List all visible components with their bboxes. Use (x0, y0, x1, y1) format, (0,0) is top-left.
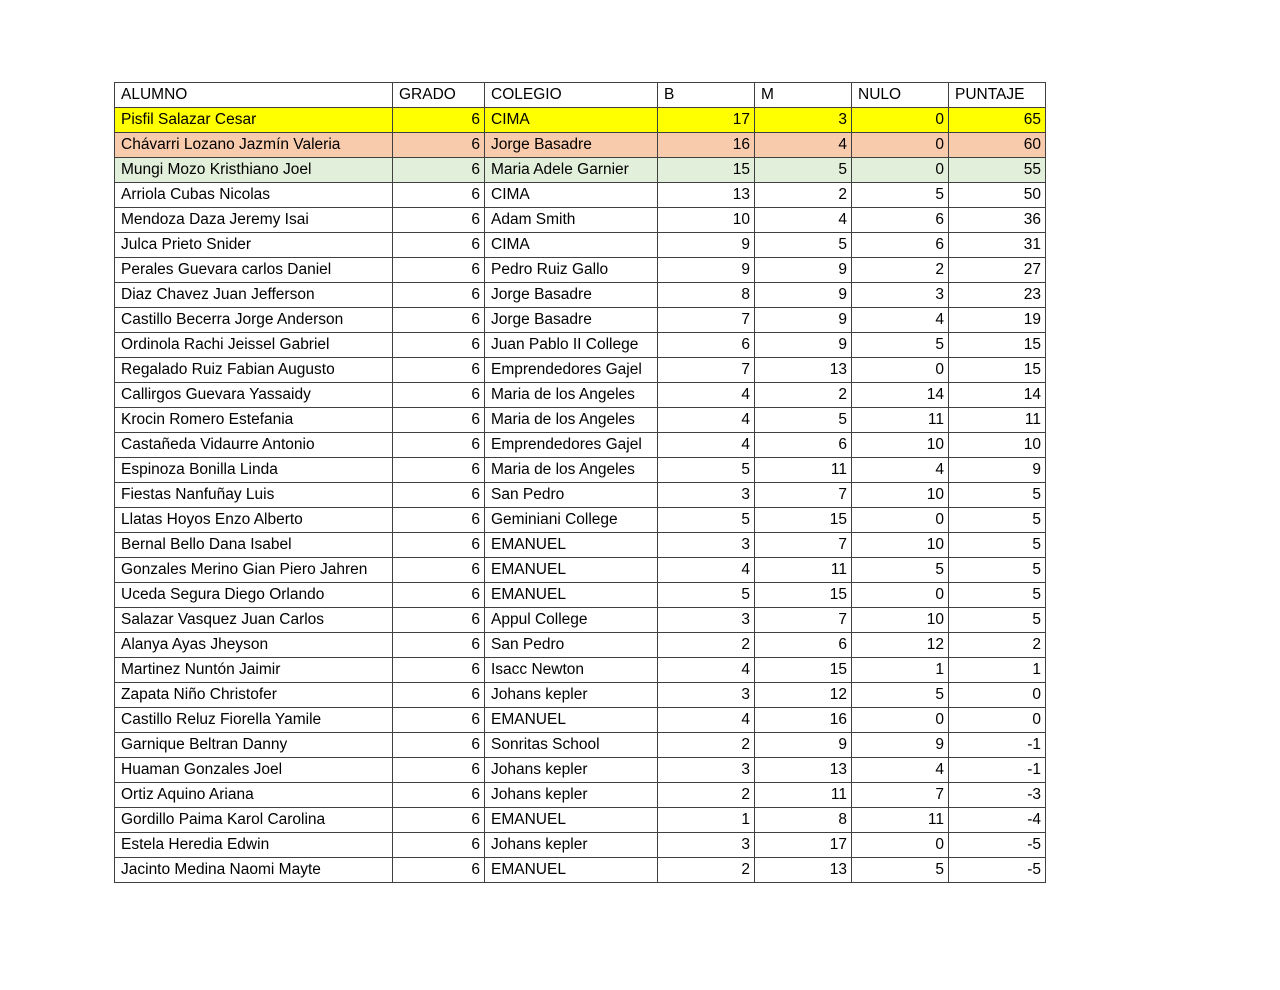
cell-grado: 6 (393, 758, 485, 783)
cell-colegio: EMANUEL (485, 858, 658, 883)
cell-colegio: Johans kepler (485, 833, 658, 858)
cell-nulo: 0 (852, 158, 949, 183)
cell-alumno: Arriola Cubas Nicolas (115, 183, 393, 208)
cell-grado: 6 (393, 733, 485, 758)
cell-alumno: Salazar Vasquez Juan Carlos (115, 608, 393, 633)
cell-nulo: 11 (852, 808, 949, 833)
cell-nulo: 9 (852, 733, 949, 758)
cell-b: 1 (658, 808, 755, 833)
cell-m: 5 (755, 408, 852, 433)
cell-m: 11 (755, 783, 852, 808)
cell-alumno: Perales Guevara carlos Daniel (115, 258, 393, 283)
cell-colegio: Maria de los Angeles (485, 458, 658, 483)
cell-alumno: Zapata Niño Christofer (115, 683, 393, 708)
cell-puntaje: 5 (949, 608, 1046, 633)
cell-b: 3 (658, 833, 755, 858)
cell-grado: 6 (393, 783, 485, 808)
cell-alumno: Bernal Bello Dana Isabel (115, 533, 393, 558)
cell-m: 15 (755, 583, 852, 608)
cell-b: 2 (658, 858, 755, 883)
cell-b: 6 (658, 333, 755, 358)
cell-grado: 6 (393, 683, 485, 708)
cell-m: 9 (755, 258, 852, 283)
cell-colegio: Sonritas School (485, 733, 658, 758)
cell-puntaje: 55 (949, 158, 1046, 183)
cell-b: 3 (658, 533, 755, 558)
table-row (115, 808, 1046, 833)
cell-nulo: 7 (852, 783, 949, 808)
cell-alumno: Castañeda Vidaurre Antonio (115, 433, 393, 458)
cell-puntaje: 60 (949, 133, 1046, 158)
table-row (115, 208, 1046, 233)
cell-puntaje: 36 (949, 208, 1046, 233)
cell-b: 4 (658, 658, 755, 683)
cell-colegio: CIMA (485, 108, 658, 133)
cell-b: 4 (658, 708, 755, 733)
table-row (115, 183, 1046, 208)
cell-alumno: Gordillo Paima Karol Carolina (115, 808, 393, 833)
cell-nulo: 10 (852, 533, 949, 558)
table-row (115, 258, 1046, 283)
cell-colegio: Appul College (485, 608, 658, 633)
cell-grado: 6 (393, 833, 485, 858)
cell-nulo: 5 (852, 558, 949, 583)
cell-grado: 6 (393, 433, 485, 458)
cell-m: 17 (755, 833, 852, 858)
cell-puntaje: 1 (949, 658, 1046, 683)
cell-grado: 6 (393, 858, 485, 883)
cell-nulo: 4 (852, 458, 949, 483)
cell-grado: 6 (393, 233, 485, 258)
table-row (115, 708, 1046, 733)
cell-puntaje: 2 (949, 633, 1046, 658)
cell-puntaje: 11 (949, 408, 1046, 433)
cell-grado: 6 (393, 133, 485, 158)
cell-m: 5 (755, 233, 852, 258)
cell-colegio: Maria de los Angeles (485, 383, 658, 408)
cell-b: 17 (658, 108, 755, 133)
table-row (115, 433, 1046, 458)
cell-puntaje: 50 (949, 183, 1046, 208)
cell-colegio: Geminiani College (485, 508, 658, 533)
cell-nulo: 6 (852, 233, 949, 258)
cell-puntaje: 9 (949, 458, 1046, 483)
cell-colegio: Johans kepler (485, 683, 658, 708)
cell-grado: 6 (393, 208, 485, 233)
cell-b: 8 (658, 283, 755, 308)
cell-b: 7 (658, 308, 755, 333)
cell-b: 2 (658, 783, 755, 808)
cell-alumno: Regalado Ruiz Fabian Augusto (115, 358, 393, 383)
cell-nulo: 5 (852, 333, 949, 358)
cell-nulo: 5 (852, 858, 949, 883)
table-row (115, 133, 1046, 158)
cell-m: 13 (755, 358, 852, 383)
cell-colegio: Jorge Basadre (485, 308, 658, 333)
cell-nulo: 10 (852, 608, 949, 633)
table-row (115, 383, 1046, 408)
cell-alumno: Fiestas Nanfuñay Luis (115, 483, 393, 508)
cell-m: 4 (755, 208, 852, 233)
cell-b: 10 (658, 208, 755, 233)
cell-grado: 6 (393, 308, 485, 333)
cell-colegio: Emprendedores Gajel (485, 433, 658, 458)
table-row (115, 333, 1046, 358)
cell-colegio: EMANUEL (485, 533, 658, 558)
table-row (115, 858, 1046, 883)
cell-nulo: 10 (852, 483, 949, 508)
cell-alumno: Ordinola Rachi Jeissel Gabriel (115, 333, 393, 358)
cell-b: 5 (658, 458, 755, 483)
cell-alumno: Estela Heredia Edwin (115, 833, 393, 858)
cell-nulo: 0 (852, 583, 949, 608)
column-header-alumno: ALUMNO (115, 83, 393, 108)
cell-puntaje: -4 (949, 808, 1046, 833)
cell-m: 6 (755, 433, 852, 458)
cell-grado: 6 (393, 108, 485, 133)
cell-alumno: Gonzales Merino Gian Piero Jahren (115, 558, 393, 583)
cell-m: 3 (755, 108, 852, 133)
cell-colegio: Juan Pablo II College (485, 333, 658, 358)
cell-colegio: Adam Smith (485, 208, 658, 233)
cell-puntaje: 14 (949, 383, 1046, 408)
cell-colegio: Maria Adele Garnier (485, 158, 658, 183)
cell-alumno: Huaman Gonzales Joel (115, 758, 393, 783)
cell-b: 9 (658, 258, 755, 283)
cell-colegio: Isacc Newton (485, 658, 658, 683)
cell-puntaje: 31 (949, 233, 1046, 258)
cell-alumno: Jacinto Medina Naomi Mayte (115, 858, 393, 883)
cell-grado: 6 (393, 333, 485, 358)
cell-b: 9 (658, 233, 755, 258)
table-row (115, 533, 1046, 558)
cell-puntaje: -5 (949, 858, 1046, 883)
cell-nulo: 12 (852, 633, 949, 658)
cell-colegio: San Pedro (485, 633, 658, 658)
table-row (115, 608, 1046, 633)
table-row (115, 733, 1046, 758)
cell-colegio: Johans kepler (485, 758, 658, 783)
cell-nulo: 0 (852, 133, 949, 158)
cell-b: 3 (658, 683, 755, 708)
cell-puntaje: 15 (949, 358, 1046, 383)
cell-puntaje: -1 (949, 758, 1046, 783)
cell-m: 9 (755, 283, 852, 308)
cell-puntaje: 10 (949, 433, 1046, 458)
cell-colegio: San Pedro (485, 483, 658, 508)
cell-m: 16 (755, 708, 852, 733)
cell-b: 4 (658, 408, 755, 433)
cell-grado: 6 (393, 583, 485, 608)
cell-puntaje: 0 (949, 683, 1046, 708)
cell-colegio: Maria de los Angeles (485, 408, 658, 433)
cell-alumno: Mendoza Daza Jeremy Isai (115, 208, 393, 233)
column-header-colegio: COLEGIO (485, 83, 658, 108)
column-header-nulo: NULO (852, 83, 949, 108)
cell-puntaje: -5 (949, 833, 1046, 858)
cell-nulo: 4 (852, 308, 949, 333)
cell-alumno: Alanya Ayas Jheyson (115, 633, 393, 658)
cell-puntaje: 27 (949, 258, 1046, 283)
cell-colegio: Pedro Ruiz Gallo (485, 258, 658, 283)
cell-nulo: 5 (852, 183, 949, 208)
cell-nulo: 0 (852, 833, 949, 858)
table-row (115, 683, 1046, 708)
cell-puntaje: 5 (949, 483, 1046, 508)
results-table (114, 82, 1046, 883)
cell-nulo: 14 (852, 383, 949, 408)
cell-nulo: 0 (852, 508, 949, 533)
cell-grado: 6 (393, 608, 485, 633)
cell-m: 15 (755, 508, 852, 533)
cell-b: 3 (658, 483, 755, 508)
table-row (115, 508, 1046, 533)
column-header-m: M (755, 83, 852, 108)
table-row (115, 108, 1046, 133)
cell-m: 9 (755, 308, 852, 333)
cell-grado: 6 (393, 408, 485, 433)
cell-puntaje: 15 (949, 333, 1046, 358)
cell-colegio: Jorge Basadre (485, 133, 658, 158)
cell-colegio: Jorge Basadre (485, 283, 658, 308)
cell-grado: 6 (393, 483, 485, 508)
cell-nulo: 2 (852, 258, 949, 283)
cell-grado: 6 (393, 533, 485, 558)
cell-m: 2 (755, 383, 852, 408)
cell-b: 5 (658, 583, 755, 608)
header-row (115, 83, 1046, 108)
cell-nulo: 4 (852, 758, 949, 783)
cell-colegio: Emprendedores Gajel (485, 358, 658, 383)
cell-b: 16 (658, 133, 755, 158)
table-row (115, 583, 1046, 608)
cell-m: 6 (755, 633, 852, 658)
cell-puntaje: 0 (949, 708, 1046, 733)
cell-grado: 6 (393, 383, 485, 408)
cell-colegio: CIMA (485, 233, 658, 258)
cell-b: 2 (658, 633, 755, 658)
cell-colegio: EMANUEL (485, 558, 658, 583)
cell-nulo: 11 (852, 408, 949, 433)
cell-alumno: Ortiz Aquino Ariana (115, 783, 393, 808)
cell-b: 3 (658, 758, 755, 783)
cell-nulo: 0 (852, 358, 949, 383)
cell-puntaje: -1 (949, 733, 1046, 758)
cell-alumno: Castillo Reluz Fiorella Yamile (115, 708, 393, 733)
cell-nulo: 10 (852, 433, 949, 458)
cell-alumno: Pisfil Salazar Cesar (115, 108, 393, 133)
cell-alumno: Uceda Segura Diego Orlando (115, 583, 393, 608)
cell-b: 4 (658, 558, 755, 583)
table-row (115, 633, 1046, 658)
cell-m: 15 (755, 658, 852, 683)
table-row (115, 408, 1046, 433)
cell-alumno: Espinoza Bonilla Linda (115, 458, 393, 483)
cell-puntaje: 5 (949, 583, 1046, 608)
cell-b: 15 (658, 158, 755, 183)
table-row (115, 358, 1046, 383)
cell-alumno: Diaz Chavez Juan Jefferson (115, 283, 393, 308)
cell-nulo: 3 (852, 283, 949, 308)
cell-alumno: Castillo Becerra Jorge Anderson (115, 308, 393, 333)
cell-nulo: 1 (852, 658, 949, 683)
table-row (115, 158, 1046, 183)
cell-colegio: EMANUEL (485, 583, 658, 608)
cell-m: 5 (755, 158, 852, 183)
cell-b: 13 (658, 183, 755, 208)
table-row (115, 758, 1046, 783)
cell-m: 9 (755, 733, 852, 758)
cell-m: 13 (755, 858, 852, 883)
cell-grado: 6 (393, 658, 485, 683)
table-row (115, 458, 1046, 483)
cell-alumno: Llatas Hoyos Enzo Alberto (115, 508, 393, 533)
table-row (115, 308, 1046, 333)
table-body (115, 108, 1046, 883)
table-row (115, 483, 1046, 508)
cell-alumno: Mungi Mozo Kristhiano Joel (115, 158, 393, 183)
cell-b: 4 (658, 383, 755, 408)
table-row (115, 283, 1046, 308)
cell-b: 3 (658, 608, 755, 633)
cell-grado: 6 (393, 358, 485, 383)
cell-m: 11 (755, 558, 852, 583)
cell-colegio: EMANUEL (485, 708, 658, 733)
cell-puntaje: 19 (949, 308, 1046, 333)
cell-alumno: Garnique Beltran Danny (115, 733, 393, 758)
cell-puntaje: 5 (949, 558, 1046, 583)
cell-m: 8 (755, 808, 852, 833)
cell-grado: 6 (393, 158, 485, 183)
cell-m: 11 (755, 458, 852, 483)
cell-nulo: 0 (852, 708, 949, 733)
cell-m: 7 (755, 533, 852, 558)
cell-alumno: Martinez Nuntón Jaimir (115, 658, 393, 683)
cell-nulo: 5 (852, 683, 949, 708)
table-row (115, 833, 1046, 858)
cell-b: 5 (658, 508, 755, 533)
cell-m: 9 (755, 333, 852, 358)
table-row (115, 658, 1046, 683)
cell-b: 7 (658, 358, 755, 383)
cell-alumno: Chávarri Lozano Jazmín Valeria (115, 133, 393, 158)
cell-puntaje: 65 (949, 108, 1046, 133)
cell-grado: 6 (393, 808, 485, 833)
cell-grado: 6 (393, 458, 485, 483)
cell-m: 7 (755, 608, 852, 633)
cell-puntaje: 23 (949, 283, 1046, 308)
cell-grado: 6 (393, 633, 485, 658)
cell-grado: 6 (393, 283, 485, 308)
cell-colegio: Johans kepler (485, 783, 658, 808)
table-row (115, 558, 1046, 583)
cell-alumno: Callirgos Guevara Yassaidy (115, 383, 393, 408)
cell-m: 2 (755, 183, 852, 208)
cell-nulo: 0 (852, 108, 949, 133)
cell-grado: 6 (393, 708, 485, 733)
cell-m: 7 (755, 483, 852, 508)
cell-grado: 6 (393, 258, 485, 283)
cell-puntaje: 5 (949, 508, 1046, 533)
cell-m: 12 (755, 683, 852, 708)
table-row (115, 783, 1046, 808)
cell-colegio: EMANUEL (485, 808, 658, 833)
cell-puntaje: -3 (949, 783, 1046, 808)
cell-grado: 6 (393, 183, 485, 208)
column-header-b: B (658, 83, 755, 108)
cell-m: 4 (755, 133, 852, 158)
cell-grado: 6 (393, 508, 485, 533)
cell-puntaje: 5 (949, 533, 1046, 558)
cell-alumno: Krocin Romero Estefania (115, 408, 393, 433)
table-row (115, 233, 1046, 258)
cell-b: 4 (658, 433, 755, 458)
column-header-grado: GRADO (393, 83, 485, 108)
cell-grado: 6 (393, 558, 485, 583)
cell-m: 13 (755, 758, 852, 783)
cell-nulo: 6 (852, 208, 949, 233)
cell-alumno: Julca Prieto Snider (115, 233, 393, 258)
cell-b: 2 (658, 733, 755, 758)
cell-colegio: CIMA (485, 183, 658, 208)
column-header-puntaje: PUNTAJE (949, 83, 1046, 108)
